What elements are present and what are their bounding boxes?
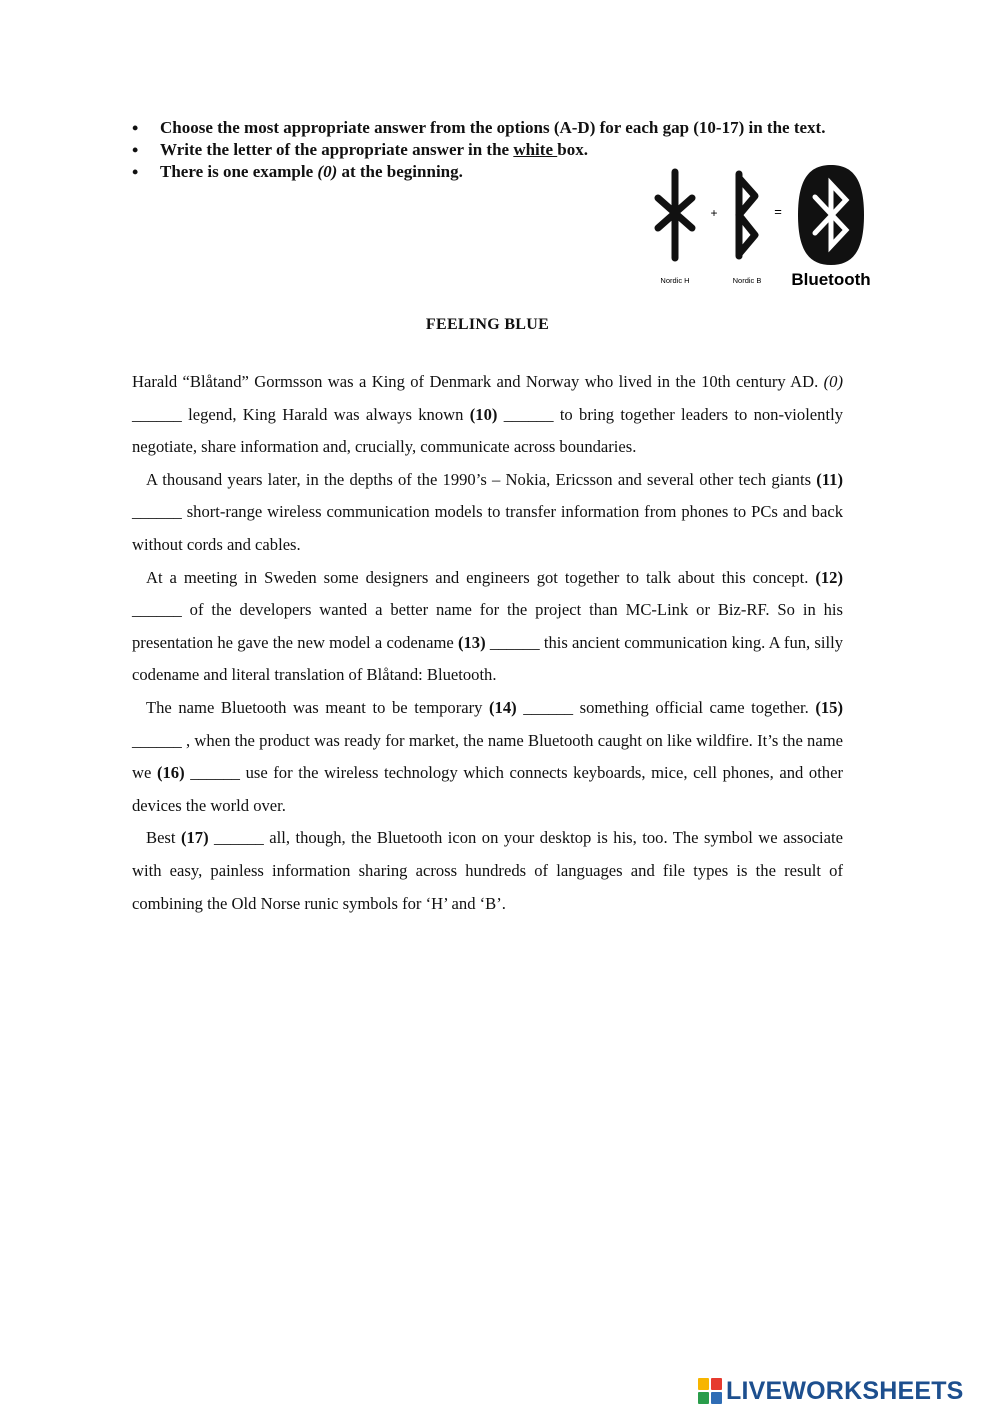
paragraph-text: The name Bluetooth was meant to be temporary [146, 697, 490, 717]
plus-sign: + [710, 206, 718, 220]
paragraph-text: A thousand years later, in the depths of the 1990’s – Nokia, Ericsson and several other tech giants [146, 469, 817, 489]
instruction-text: Choose the most appropriate answer from the options (A-D) for each gap (10-17) in the text. [160, 118, 826, 137]
nordic-h-rune-icon [658, 172, 692, 258]
gap-number: (12) [815, 567, 843, 587]
article-title: FEELING BLUE [425, 316, 550, 333]
paragraph-text: ______ of the developers wanted a better name for the project than MC-Link or Biz-RF. So in his presentation he gave the new model a codename [132, 600, 843, 652]
instruction-text: at the beginning. [337, 162, 463, 181]
instruction-text: box. [557, 140, 588, 159]
instruction-item [130, 117, 850, 139]
gap-number: (17) [180, 828, 209, 848]
article-body [132, 366, 843, 920]
bluetooth-icon [798, 165, 864, 265]
instruction-underlined-word: white [513, 140, 558, 159]
gap-number: (14) [489, 697, 517, 717]
article-paragraph [132, 562, 843, 692]
footer-brand-text: LIVEWORKSHEETS [726, 1376, 964, 1405]
gap-number: (11) [816, 469, 843, 489]
paragraph-text: Best [146, 828, 181, 848]
equals-sign: = [774, 204, 782, 219]
paragraph-text: ______ to bring together leaders to non-violently negotiate, share information and, crucially, communicate across boundaries. [132, 404, 843, 457]
gap-number: (10) [469, 404, 498, 424]
nordic-b-rune-icon [739, 174, 755, 256]
caption-nordic-b: Nordic B [732, 276, 762, 285]
gap-number: (16) [156, 763, 185, 783]
footer-brand [697, 1374, 964, 1408]
instruction-item [130, 139, 850, 161]
instruction-example-marker: (0) [317, 162, 338, 181]
paragraph-text: ______ something official came together. [516, 697, 816, 717]
gap-number: (15) [815, 697, 843, 717]
paragraph-text: ______ this ancient communication king. A fun, silly codename and literal translation of Blåtand: Bluetooth. [132, 632, 843, 685]
gap-number: (13) [457, 632, 486, 652]
paragraph-text: ______ use for the wireless technology which connects keyboards, mice, cell phones, and other devices the world over. [132, 763, 843, 815]
article-paragraph [132, 822, 843, 920]
bluetooth-rune-illustration [648, 160, 873, 295]
paragraph-text: Harald “Blåtand” Gormsson was a King of Denmark and Norway who lived in the 10th century AD. [132, 372, 824, 391]
paragraph-text: ______ short-range wireless communication models to transfer information from phones to PCs and back without cords and cables. [132, 502, 843, 554]
caption-nordic-h: Nordic H [660, 276, 690, 285]
example-marker: (0) [823, 372, 843, 391]
article-paragraph [132, 692, 843, 822]
paragraph-text: ______ all, though, the Bluetooth icon on your desktop is his, too. The symbol we associate with easy, painless information sharing across hundreds of languages and file types is the result of combining the Old Norse runic symbols for ‘H’ and ‘B’. [132, 828, 843, 913]
article-paragraph [132, 366, 843, 464]
instruction-text: There is one example [160, 162, 318, 181]
paragraph-text: ______ , when the product was ready for market, the name Bluetooth caught on like wildfire. It’s the name we [132, 730, 843, 783]
paragraph-text: At a meeting in Sweden some designers and engineers got together to talk about this concept. [146, 567, 816, 587]
liveworksheets-logo-icon [697, 1376, 723, 1406]
article-paragraph [132, 464, 843, 562]
caption-bluetooth: Bluetooth [791, 270, 871, 289]
paragraph-text: ______ legend, King Harald was always known [132, 404, 470, 424]
instruction-text: Write the letter of the appropriate answer in the [160, 140, 514, 159]
